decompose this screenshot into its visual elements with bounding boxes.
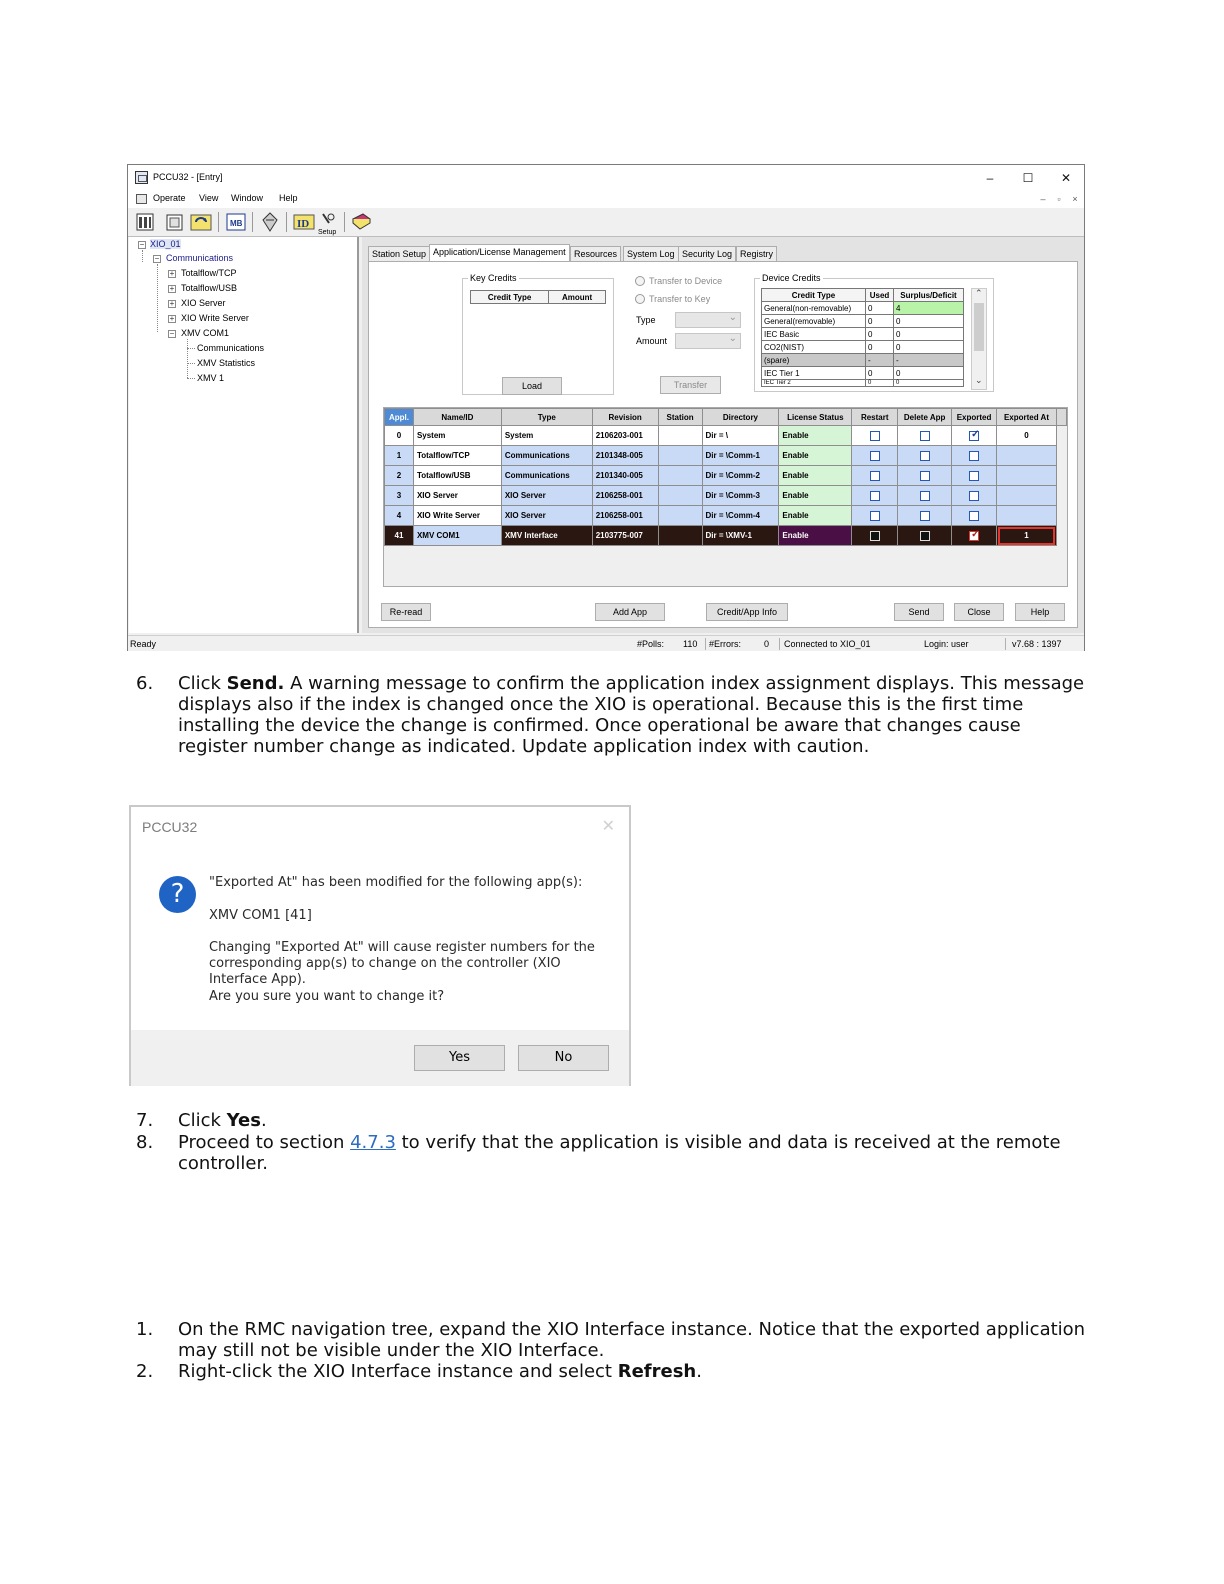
license-cell: Enable bbox=[779, 486, 852, 506]
name-cell[interactable]: Totalflow/USB bbox=[413, 466, 501, 486]
revision-cell: 2101348-005 bbox=[592, 446, 658, 466]
mdi-minimize-button[interactable]: – bbox=[1040, 194, 1046, 204]
question-icon: ? bbox=[159, 876, 196, 913]
device-credits-col-type: Credit Type bbox=[762, 289, 866, 302]
login-status: Login: user bbox=[924, 639, 969, 649]
type-cell: System bbox=[501, 426, 592, 446]
credit-used-cell: 0 bbox=[866, 341, 894, 354]
tree-node-root[interactable]: XIO_01 bbox=[150, 239, 181, 249]
menu-operate[interactable]: Operate bbox=[153, 193, 186, 203]
version-status: v7.68 : 1397 bbox=[1012, 639, 1062, 649]
delete-cell bbox=[898, 526, 952, 546]
device-credits-col-used: Used bbox=[866, 289, 894, 302]
tree-node-totalflow-usb[interactable]: Totalflow/USB bbox=[181, 283, 238, 293]
polls-value: 110 bbox=[683, 639, 698, 649]
delete-app-checkbox[interactable] bbox=[920, 431, 930, 441]
type-cell: XIO Server bbox=[501, 486, 592, 506]
exported-checkbox[interactable] bbox=[969, 491, 979, 501]
tab-station-setup[interactable]: Station Setup bbox=[368, 246, 430, 261]
step-8-pre: Proceed to section bbox=[178, 1132, 351, 1153]
exported-cell bbox=[952, 526, 997, 546]
restart-cell bbox=[852, 506, 898, 526]
device-credit-row bbox=[762, 302, 964, 315]
reread-button[interactable]: Re-read bbox=[381, 603, 431, 621]
delete-cell bbox=[898, 466, 952, 486]
load-button[interactable]: Load bbox=[502, 377, 562, 395]
filler-cell bbox=[1056, 486, 1066, 506]
errors-value: 0 bbox=[764, 639, 770, 649]
license-cell: Enable bbox=[779, 446, 852, 466]
collapse-icon[interactable]: − bbox=[139, 240, 145, 249]
delete-app-checkbox[interactable] bbox=[920, 531, 930, 541]
exported-at-cell[interactable] bbox=[997, 446, 1057, 466]
yes-button[interactable]: Yes bbox=[414, 1045, 505, 1071]
filler-cell bbox=[1056, 446, 1066, 466]
menu-bar bbox=[128, 191, 1084, 208]
table-row[interactable] bbox=[385, 466, 1067, 486]
revision-cell: 2106258-001 bbox=[592, 486, 658, 506]
name-cell[interactable]: System bbox=[413, 426, 501, 446]
menu-window[interactable]: Window bbox=[231, 193, 264, 203]
exported-at-cell[interactable]: 1 bbox=[997, 526, 1057, 546]
directory-cell: Dir = \Comm-4 bbox=[702, 506, 779, 526]
transfer-to-device-radio[interactable] bbox=[635, 276, 645, 286]
tree-node-totalflow-tcp[interactable]: Totalflow/TCP bbox=[181, 268, 237, 278]
exported-at-cell[interactable] bbox=[997, 466, 1057, 486]
errors-label: #Errors: bbox=[709, 639, 742, 649]
scroll-up-icon[interactable]: ⌃ bbox=[975, 288, 983, 298]
tree-line bbox=[142, 250, 143, 262]
expand-icon[interactable]: + bbox=[169, 299, 175, 308]
delete-cell bbox=[898, 506, 952, 526]
device-credit-row bbox=[762, 367, 964, 380]
step-number: 8. bbox=[136, 1132, 154, 1153]
station-cell bbox=[658, 526, 702, 546]
delete-app-checkbox[interactable] bbox=[920, 491, 930, 501]
tree-node-communications[interactable]: Communications bbox=[166, 253, 234, 263]
id-icon[interactable] bbox=[293, 211, 315, 233]
type-label: Type bbox=[636, 315, 656, 325]
send-button[interactable]: Send bbox=[894, 603, 944, 621]
tree-line bbox=[187, 348, 195, 349]
tree-node-xmv-1[interactable]: XMV 1 bbox=[197, 373, 225, 383]
device-credit-row bbox=[762, 328, 964, 341]
restart-checkbox[interactable] bbox=[870, 451, 880, 461]
delete-app-checkbox[interactable] bbox=[920, 451, 930, 461]
col-exported[interactable]: Exported bbox=[952, 409, 997, 426]
step-8-text bbox=[178, 1132, 1078, 1174]
close-app-button[interactable]: Close bbox=[954, 603, 1004, 621]
appl-cell: 4 bbox=[385, 506, 414, 526]
table-row[interactable] bbox=[385, 426, 1067, 446]
table-row[interactable] bbox=[385, 446, 1067, 466]
transfer-to-key-label: Transfer to Key bbox=[649, 294, 711, 304]
filler-cell bbox=[1056, 526, 1066, 546]
col-license-status[interactable]: License Status bbox=[779, 409, 852, 426]
credit-type-cell: CO2(NIST) bbox=[762, 341, 866, 354]
exported-cell bbox=[952, 426, 997, 446]
credit-type-cell: General(removable) bbox=[762, 315, 866, 328]
restart-cell bbox=[852, 526, 898, 546]
restart-checkbox[interactable] bbox=[870, 471, 880, 481]
tab-registry[interactable]: Registry bbox=[736, 246, 777, 261]
transfer-to-device-label: Transfer to Device bbox=[649, 276, 723, 286]
license-cell: Enable bbox=[779, 426, 852, 446]
exported-at-cell[interactable] bbox=[997, 506, 1057, 526]
credit-app-info-button[interactable]: Credit/App Info bbox=[706, 603, 788, 621]
status-separator bbox=[705, 638, 706, 650]
credits-scrollbar[interactable] bbox=[971, 288, 987, 390]
status-separator bbox=[779, 638, 780, 650]
name-cell[interactable]: XIO Write Server bbox=[413, 506, 501, 526]
credit-type-cell: (spare) bbox=[762, 354, 866, 367]
directory-cell: Dir = \XMV-1 bbox=[702, 526, 779, 546]
modbus-icon[interactable] bbox=[225, 211, 247, 233]
directory-cell: Dir = \Comm-3 bbox=[702, 486, 779, 506]
table-row[interactable] bbox=[385, 486, 1067, 506]
filler-cell bbox=[1056, 466, 1066, 486]
credit-surplus-cell: 0 bbox=[894, 341, 964, 354]
amount-select[interactable] bbox=[675, 333, 741, 349]
type-cell: XMV Interface bbox=[501, 526, 592, 546]
status-separator bbox=[1005, 638, 1006, 650]
step-8-post: to verify that the application is visible and data is received at the remote controller. bbox=[178, 1132, 1061, 1174]
col-appl[interactable]: Appl. bbox=[385, 409, 414, 426]
tab-resources[interactable]: Resources bbox=[570, 246, 621, 261]
credit-used-cell: 0 bbox=[866, 315, 894, 328]
name-cell[interactable]: Totalflow/TCP bbox=[413, 446, 501, 466]
directory-cell: Dir = \ bbox=[702, 426, 779, 446]
credit-used-cell: 0 bbox=[866, 302, 894, 315]
col-station[interactable]: Station bbox=[658, 409, 702, 426]
navigation-tree bbox=[129, 237, 359, 633]
restart-cell bbox=[852, 486, 898, 506]
revision-cell: 2106258-001 bbox=[592, 506, 658, 526]
exported-cell bbox=[952, 506, 997, 526]
window-title: PCCU32 - [Entry] bbox=[153, 172, 223, 182]
title-bar bbox=[128, 165, 1084, 191]
expand-icon[interactable]: + bbox=[169, 269, 175, 278]
revision-cell: 2101340-005 bbox=[592, 466, 658, 486]
no-button[interactable]: No bbox=[518, 1045, 609, 1071]
collapse-icon[interactable]: − bbox=[169, 329, 175, 338]
license-cell: Enable bbox=[779, 526, 852, 546]
pccu32-window bbox=[127, 164, 1085, 651]
dialog-message-line1: "Exported At" has been modified for the following app(s): bbox=[209, 875, 583, 890]
device-credit-row bbox=[762, 315, 964, 328]
exported-checkbox[interactable] bbox=[969, 431, 979, 441]
document-icon[interactable] bbox=[136, 194, 147, 204]
toolbar-separator bbox=[286, 212, 287, 232]
exported-cell bbox=[952, 486, 997, 506]
delete-cell bbox=[898, 426, 952, 446]
setup-label: Setup bbox=[318, 229, 337, 236]
device-credits-table bbox=[761, 288, 964, 387]
table-row-selected[interactable] bbox=[385, 526, 1067, 546]
appl-cell: 0 bbox=[385, 426, 414, 446]
type-cell: Communications bbox=[501, 466, 592, 486]
expand-icon[interactable]: + bbox=[169, 284, 175, 293]
restart-checkbox[interactable] bbox=[870, 491, 880, 501]
help-button[interactable]: Help bbox=[1015, 603, 1065, 621]
tree-node-xmv-communications[interactable]: Communications bbox=[197, 343, 265, 353]
applications-header-row bbox=[385, 409, 1067, 426]
filler-cell bbox=[1056, 506, 1066, 526]
book-icon[interactable] bbox=[350, 211, 372, 233]
exported-at-cell[interactable]: 0 bbox=[997, 426, 1057, 446]
collect-icon[interactable] bbox=[164, 211, 186, 233]
entry-icon[interactable] bbox=[134, 211, 156, 233]
tree-node-xmv-statistics[interactable]: XMV Statistics bbox=[197, 358, 256, 368]
col-delete-app[interactable]: Delete App bbox=[898, 409, 952, 426]
table-row[interactable] bbox=[385, 506, 1067, 526]
step-7-text bbox=[178, 1110, 1078, 1131]
col-type[interactable]: Type bbox=[501, 409, 592, 426]
col-revision[interactable]: Revision bbox=[592, 409, 658, 426]
appl-cell: 2 bbox=[385, 466, 414, 486]
dialog-title: PCCU32 bbox=[142, 819, 198, 835]
close-button[interactable]: ✕ bbox=[1060, 171, 1072, 185]
status-bar bbox=[128, 635, 1084, 651]
delete-cell bbox=[898, 486, 952, 506]
step-b2-bold: Refresh bbox=[617, 1361, 697, 1382]
filler-cell bbox=[1056, 426, 1066, 446]
step-number: 1. bbox=[136, 1319, 154, 1340]
directory-cell: Dir = \Comm-1 bbox=[702, 446, 779, 466]
connection-status: Connected to XIO_01 bbox=[784, 639, 871, 649]
tab-application-license[interactable]: Application/License Management bbox=[429, 244, 570, 261]
credit-type-cell: General(non-removable) bbox=[762, 302, 866, 315]
tree-node-xio-write-server[interactable]: XIO Write Server bbox=[181, 313, 249, 323]
restart-cell bbox=[852, 466, 898, 486]
restart-cell bbox=[852, 426, 898, 446]
credit-surplus-cell: 0 bbox=[894, 328, 964, 341]
col-exported-at[interactable]: Exported At bbox=[997, 409, 1057, 426]
step-b2-post: . bbox=[696, 1361, 702, 1382]
exported-cell bbox=[952, 446, 997, 466]
step-number: 7. bbox=[136, 1110, 154, 1131]
exported-at-cell[interactable] bbox=[997, 486, 1057, 506]
svg-text:ID: ID bbox=[297, 218, 310, 230]
dialog-close-icon[interactable]: ✕ bbox=[601, 818, 615, 835]
scroll-down-icon[interactable]: ⌄ bbox=[975, 375, 983, 385]
exported-checkbox[interactable] bbox=[969, 511, 979, 521]
status-ready: Ready bbox=[130, 639, 157, 649]
step-7-bold: Yes bbox=[226, 1110, 261, 1131]
step-6-text bbox=[178, 673, 1090, 757]
type-cell: Communications bbox=[501, 446, 592, 466]
dialog-message-warning: Changing "Exported At" will cause register numbers for the corresponding app(s) to change on the controller (XIO Interface App). bbox=[209, 940, 595, 987]
key-credits-col-type: Credit Type bbox=[471, 291, 549, 304]
tree-line bbox=[187, 378, 195, 379]
station-cell bbox=[658, 466, 702, 486]
credit-used-cell: 0 bbox=[866, 367, 894, 380]
toolbar bbox=[128, 208, 1084, 237]
transfer-to-key-radio[interactable] bbox=[635, 294, 645, 304]
transfer-button[interactable]: Transfer bbox=[660, 376, 721, 394]
station-cell bbox=[658, 446, 702, 466]
amount-label: Amount bbox=[636, 336, 668, 346]
delete-app-checkbox[interactable] bbox=[920, 511, 930, 521]
credit-surplus-cell: - bbox=[894, 354, 964, 367]
refresh-icon[interactable] bbox=[190, 211, 212, 233]
credit-surplus-cell: 0 bbox=[894, 367, 964, 380]
revision-cell: 2106203-001 bbox=[592, 426, 658, 446]
menu-help[interactable]: Help bbox=[279, 193, 298, 203]
applications-grid bbox=[383, 407, 1068, 587]
credit-surplus-cell: 0 bbox=[894, 380, 964, 387]
dialog-footer bbox=[131, 1030, 629, 1086]
delete-cell bbox=[898, 446, 952, 466]
credit-type-cell: IEC Basic bbox=[762, 328, 866, 341]
station-cell bbox=[658, 486, 702, 506]
tree-node-xmv-com1[interactable]: XMV COM1 bbox=[181, 328, 230, 338]
step-7-post: . bbox=[260, 1110, 267, 1131]
restart-cell bbox=[852, 446, 898, 466]
credit-type-cell: IEC Tier 1 bbox=[762, 367, 866, 380]
restart-checkbox[interactable] bbox=[870, 431, 880, 441]
step-b2-pre: Right-click the XIO Interface instance and select bbox=[178, 1361, 618, 1382]
device-credits-group bbox=[754, 273, 994, 392]
credit-used-cell: - bbox=[866, 354, 894, 367]
dialog-app-list: XMV COM1 [41] bbox=[209, 908, 312, 923]
tree-line bbox=[187, 363, 195, 364]
tab-security-log[interactable]: Security Log bbox=[678, 246, 736, 261]
type-select[interactable] bbox=[675, 312, 741, 328]
step-b2-text bbox=[178, 1361, 1078, 1382]
add-app-button[interactable]: Add App bbox=[595, 603, 665, 621]
restart-checkbox[interactable] bbox=[870, 531, 880, 541]
step-6-bold: Send. bbox=[226, 673, 285, 694]
applications-table bbox=[384, 408, 1067, 546]
tree-node-xio-server[interactable]: XIO Server bbox=[181, 298, 226, 308]
delete-app-checkbox[interactable] bbox=[920, 471, 930, 481]
credit-used-cell: 0 bbox=[866, 380, 894, 387]
tree-line bbox=[187, 339, 188, 378]
step-number: 6. bbox=[136, 673, 154, 694]
credit-surplus-cell: 4 bbox=[894, 302, 964, 315]
name-cell[interactable]: XIO Server bbox=[413, 486, 501, 506]
collapse-icon[interactable]: − bbox=[154, 254, 160, 263]
directory-cell: Dir = \Comm-2 bbox=[702, 466, 779, 486]
menu-view[interactable]: View bbox=[199, 193, 219, 203]
license-cell: Enable bbox=[779, 466, 852, 486]
appl-cell: 41 bbox=[385, 526, 414, 546]
toolbar-separator bbox=[344, 212, 345, 232]
tree-line bbox=[157, 264, 158, 332]
key-credits-col-amount: Amount bbox=[549, 291, 606, 304]
col-name-id[interactable]: Name/ID bbox=[413, 409, 501, 426]
section-link[interactable]: 4.7.3 bbox=[350, 1132, 396, 1153]
name-cell[interactable]: XMV COM1 bbox=[413, 526, 501, 546]
credit-surplus-cell: 0 bbox=[894, 315, 964, 328]
device-credit-row bbox=[762, 341, 964, 354]
exported-cell bbox=[952, 466, 997, 486]
mdi-restore-button[interactable]: ▫ bbox=[1057, 194, 1061, 204]
station-cell bbox=[658, 506, 702, 526]
revision-cell: 2103775-007 bbox=[592, 526, 658, 546]
mdi-close-button[interactable]: × bbox=[1072, 194, 1078, 204]
exported-checkbox[interactable] bbox=[969, 451, 979, 461]
svg-text:MB: MB bbox=[230, 219, 243, 228]
scroll-thumb[interactable] bbox=[974, 303, 984, 351]
key-credits-label: Key Credits bbox=[470, 273, 517, 283]
maximize-button[interactable]: ☐ bbox=[1022, 171, 1034, 185]
credit-used-cell: 0 bbox=[866, 328, 894, 341]
appl-cell: 3 bbox=[385, 486, 414, 506]
station-cell bbox=[658, 426, 702, 446]
device-credits-label: Device Credits bbox=[762, 273, 821, 283]
type-cell: XIO Server bbox=[501, 506, 592, 526]
device-credits-col-surplus: Surplus/Deficit bbox=[894, 289, 964, 302]
device-credit-row bbox=[762, 380, 964, 387]
credit-type-cell: IEC Tier 2 bbox=[762, 380, 866, 387]
col-restart[interactable]: Restart bbox=[852, 409, 898, 426]
expand-icon[interactable]: + bbox=[169, 314, 175, 323]
toolbar-separator bbox=[252, 212, 253, 232]
exported-checkbox[interactable] bbox=[969, 471, 979, 481]
dialog-question: Are you sure you want to change it? bbox=[209, 989, 445, 1004]
key-credits-group bbox=[462, 273, 614, 395]
minimize-button[interactable]: – bbox=[986, 171, 994, 185]
security-icon[interactable] bbox=[259, 211, 281, 233]
exported-checkbox[interactable] bbox=[969, 531, 979, 541]
device-credit-row bbox=[762, 354, 964, 367]
step-b1-text: On the RMC navigation tree, expand the XIO Interface instance. Notice that the exported application may still not be visible under the XIO Interface. bbox=[178, 1319, 1086, 1361]
application-license-panel bbox=[368, 261, 1078, 628]
polls-label: #Polls: bbox=[637, 639, 665, 649]
license-cell: Enable bbox=[779, 506, 852, 526]
col-filler bbox=[1056, 409, 1066, 426]
appl-cell: 1 bbox=[385, 446, 414, 466]
col-directory[interactable]: Directory bbox=[702, 409, 779, 426]
app-icon bbox=[135, 171, 148, 184]
restart-checkbox[interactable] bbox=[870, 511, 880, 521]
step-6-body: A warning message to confirm the application index assignment displays. This message displays also if the index is changed once the XIO is operational. Because this is the first time installing the device the change is confirmed. Once operational be aware that changes cause register number change as indicated. Update application index with caution. bbox=[178, 673, 1085, 757]
tab-system-log[interactable]: System Log bbox=[623, 246, 679, 261]
step-number: 2. bbox=[136, 1361, 154, 1382]
toolbar-separator bbox=[218, 212, 219, 232]
step-7-pre: Click bbox=[178, 1110, 227, 1131]
key-credits-table bbox=[470, 290, 606, 304]
confirm-dialog bbox=[129, 805, 631, 1086]
content-pane bbox=[362, 237, 1084, 633]
step-6-pre: Click bbox=[178, 673, 227, 694]
